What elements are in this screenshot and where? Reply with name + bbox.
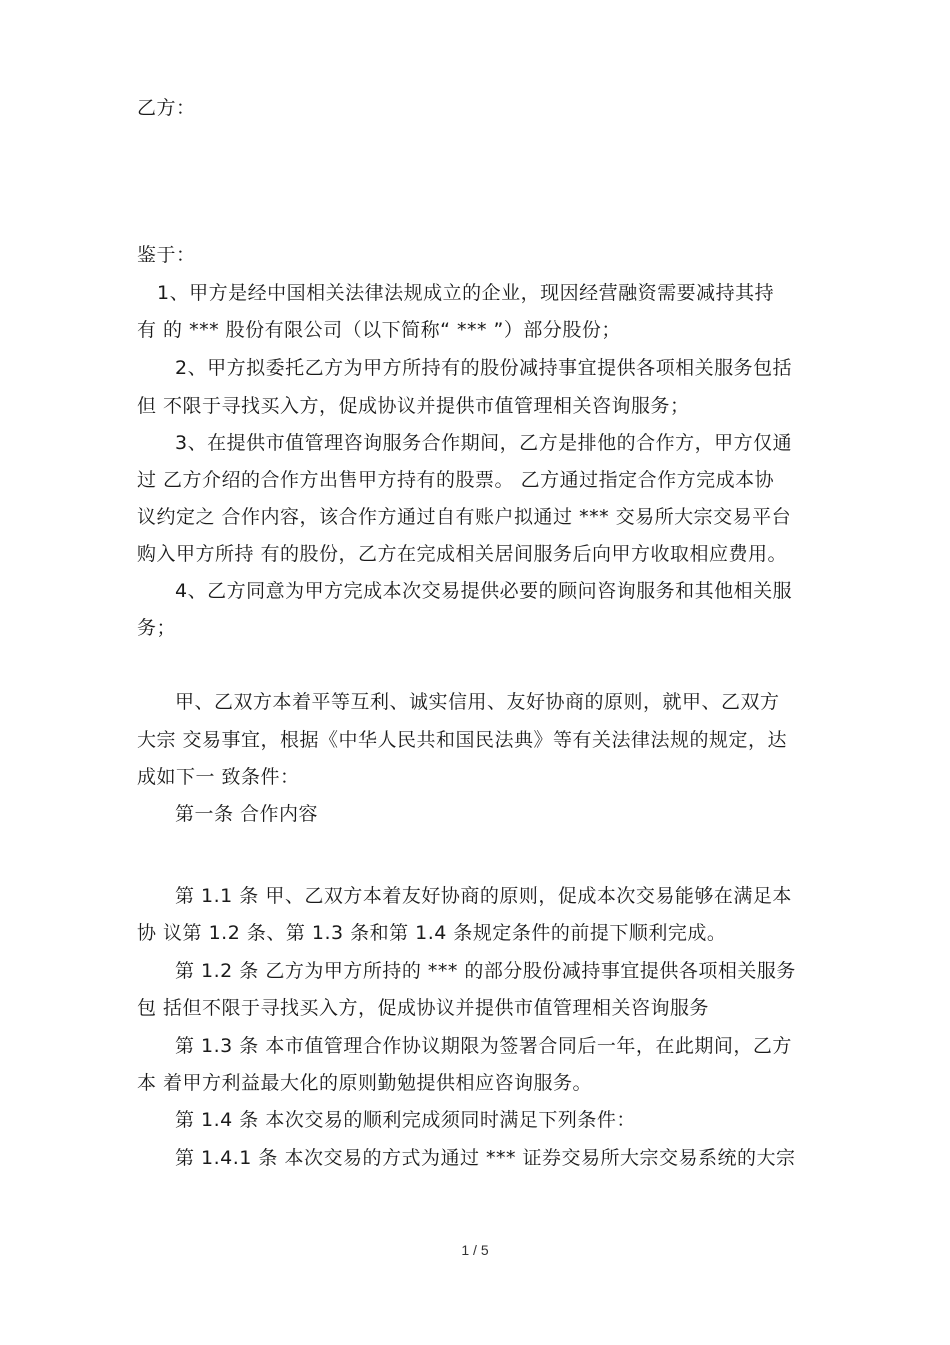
clause-1-4-line-1: 第 1.4 条 本次交易的顺利完成须同时满足下列条件：: [175, 1109, 636, 1131]
clause-1-1-line-2: 协 议第 1.2 条、第 1.3 条和第 1.4 条规定条件的前提下顺利完成。: [137, 922, 727, 944]
clause-1-2-line-2: 包 括但不限于寻找买入方，促成协议并提供市值管理相关咨询服务: [137, 997, 710, 1019]
whereas-label: 鉴于：: [137, 244, 196, 266]
article-1-title: 第一条 合作内容: [175, 803, 319, 825]
intro-line-1: 甲、乙双方本着平等互利、诚实信用、友好协商的原则，就甲、乙双方: [175, 691, 780, 713]
party-b-label: 乙方：: [137, 97, 196, 119]
intro-line-2: 大宗 交易事宜，根据《中华人民共和国民法典》等有关法律法规的规定，达: [137, 729, 788, 751]
recital-3-line-3: 议约定之 合作内容，该合作方通过自有账户拟通过 *** 交易所大宗交易平台: [137, 506, 792, 528]
clause-1-2-line-1: 第 1.2 条 乙方为甲方所持的 *** 的部分股份减持事宜提供各项相关服务: [175, 960, 796, 982]
clause-1-4-1-line-1: 第 1.4.1 条 本次交易的方式为通过 *** 证券交易所大宗交易系统的大宗: [175, 1147, 796, 1169]
recital-1-line-1: 1、甲方是经中国相关法律法规成立的企业，现因经营融资需要减持其持: [157, 282, 775, 304]
recital-3-line-4: 购入甲方所持 有的股份，乙方在完成相关居间服务后向甲方收取相应费用。: [137, 543, 788, 565]
clause-1-3-line-1: 第 1.3 条 本市值管理合作协议期限为签署合同后一年，在此期间，乙方: [175, 1035, 792, 1057]
clause-1-3-line-2: 本 着甲方利益最大化的原则勤勉提供相应咨询服务。: [137, 1072, 593, 1094]
intro-line-3: 成如下一 致条件：: [137, 766, 300, 788]
recital-2-line-2: 但 不限于寻找买入方，促成协议并提供市值管理相关咨询服务；: [137, 395, 690, 417]
recital-3-line-2: 过 乙方介绍的合作方出售甲方持有的股票。 乙方通过指定合作方完成本协: [137, 469, 775, 491]
page-number: 1 / 5: [461, 1242, 489, 1258]
recital-2-line-1: 2、甲方拟委托乙方为甲方所持有的股份减持事宜提供各项相关服务包括: [175, 357, 793, 379]
recital-3-line-1: 3、在提供市值管理咨询服务合作期间，乙方是排他的合作方，甲方仅通: [175, 432, 793, 454]
recital-4-line-2: 务；: [137, 617, 177, 639]
recital-4-line-1: 4、乙方同意为甲方完成本次交易提供必要的顾问咨询服务和其他相关服: [175, 580, 793, 602]
recital-1-line-2: 有 的 *** 股份有限公司（以下简称“ *** ”）部分股份；: [137, 319, 621, 341]
clause-1-1-line-1: 第 1.1 条 甲、乙双方本着友好协商的原则，促成本次交易能够在满足本: [175, 885, 792, 907]
